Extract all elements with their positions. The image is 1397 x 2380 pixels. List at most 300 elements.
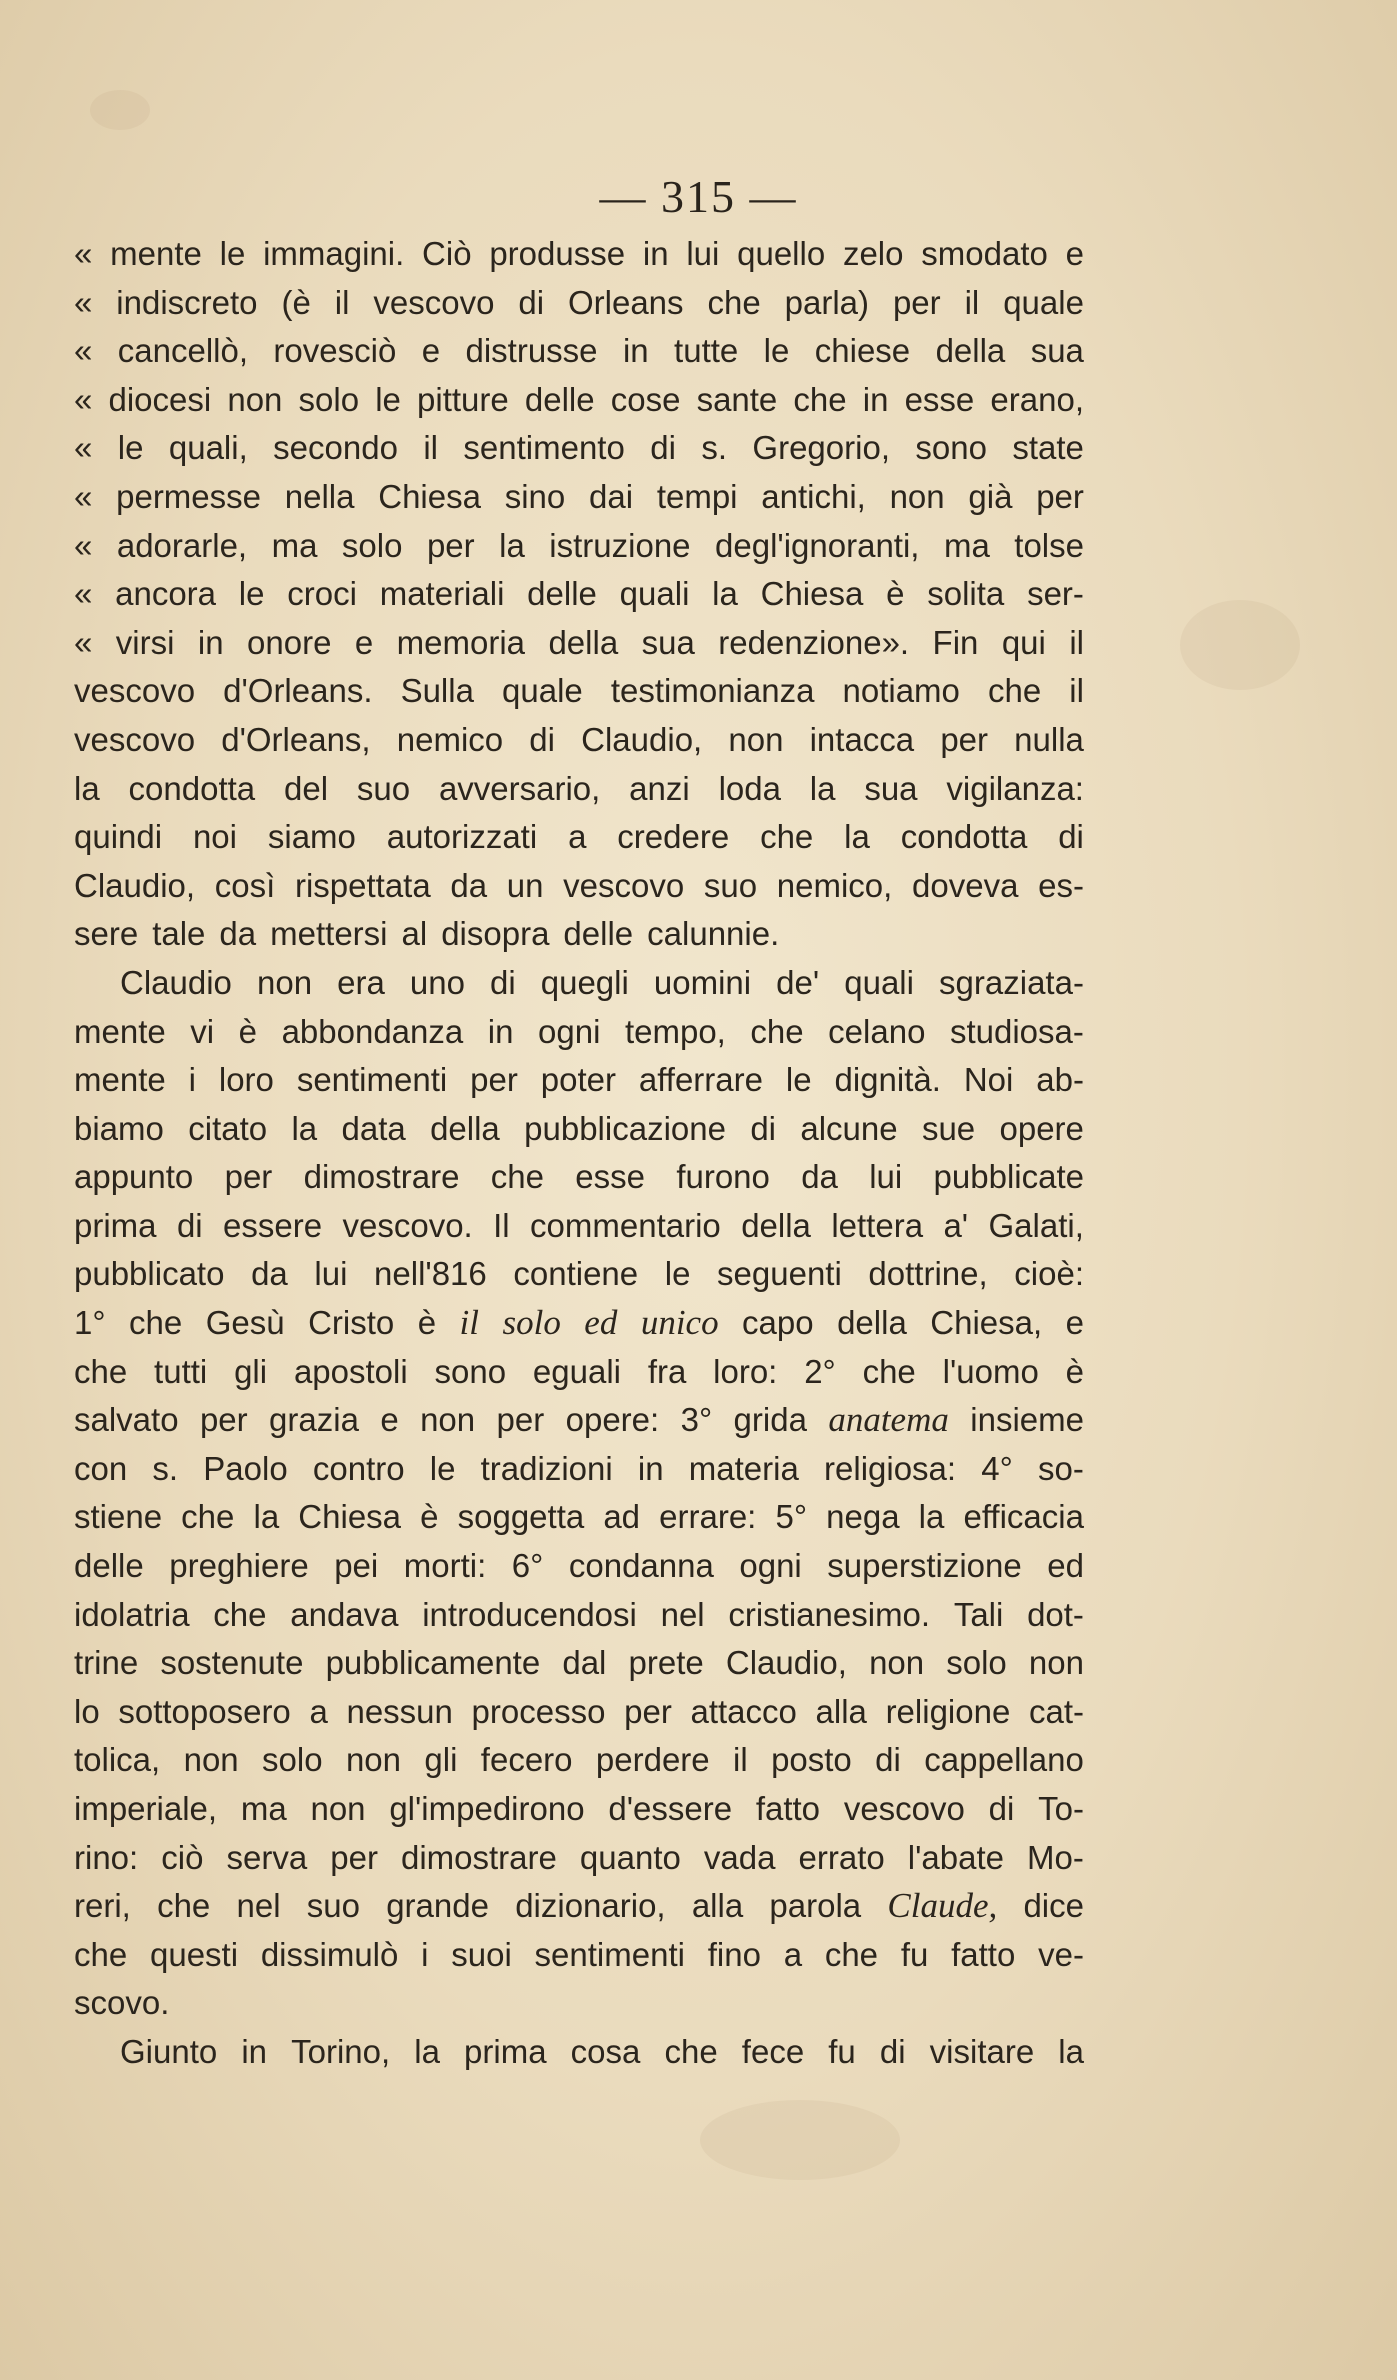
word: la [918, 1498, 945, 1536]
word: ogni [739, 1547, 802, 1585]
word: secondo [273, 429, 398, 467]
word: Claudio [120, 963, 232, 1001]
word: immagini. [263, 235, 405, 272]
word: virsi [115, 623, 175, 661]
paper-stain [1180, 600, 1300, 690]
text-line [74, 570, 1084, 619]
word: la [844, 818, 870, 856]
word: è [886, 575, 905, 613]
word: che [181, 1498, 235, 1536]
word: di [518, 283, 545, 321]
word: nel [236, 1887, 281, 1925]
text-line [74, 1591, 1084, 1640]
text-line [74, 1299, 1084, 1348]
word: posto [771, 1741, 852, 1779]
word: non [310, 1790, 366, 1827]
word: quali [844, 963, 914, 1001]
word: produsse [489, 235, 626, 272]
word: pubblicamente [325, 1644, 541, 1682]
word: celano [828, 1012, 926, 1050]
word: da [801, 1158, 838, 1196]
word: parla) [784, 283, 870, 321]
word: dimostrare [303, 1158, 460, 1196]
word: vescovo. [342, 1206, 473, 1244]
text-line [74, 327, 1084, 376]
word: mente [74, 1061, 166, 1099]
word: autorizzati [386, 818, 538, 856]
word: cose [610, 380, 681, 418]
word: il [1069, 623, 1084, 661]
word: in [197, 623, 224, 661]
word: quanto [579, 1838, 681, 1876]
word: tempo, [624, 1012, 726, 1050]
word: che [824, 1935, 879, 1973]
word: la [1058, 2032, 1084, 2070]
italic-word: unico [640, 1303, 719, 1343]
word: cosa [570, 2032, 641, 2070]
word: fu [900, 1935, 929, 1973]
word: la [291, 1109, 318, 1147]
text-line [74, 376, 1084, 425]
word: che [707, 283, 761, 321]
word: di [879, 2032, 906, 2070]
word: non [889, 477, 945, 515]
word: dizionario, [515, 1887, 666, 1925]
word: fino [707, 1935, 761, 1973]
word: lettera [831, 1206, 924, 1244]
text-line [74, 473, 1084, 522]
word: religiosa: [824, 1449, 957, 1487]
word: ma [943, 526, 990, 564]
text-line [74, 2028, 1084, 2077]
word: afferrare [638, 1061, 763, 1099]
word: pei [334, 1547, 379, 1585]
word: quello [737, 235, 826, 272]
word: perdere [595, 1741, 710, 1779]
text-line [74, 1931, 1084, 1980]
word: le [763, 332, 790, 370]
word: dissimulò [260, 1935, 399, 1973]
word: che [760, 818, 814, 856]
word: vigilanza: [946, 769, 1084, 807]
word: delle [524, 380, 595, 418]
word: reri, [74, 1887, 131, 1925]
word: eguali [532, 1352, 621, 1390]
word: tutte [674, 332, 739, 370]
word: e [421, 332, 441, 370]
word: e [1065, 1304, 1084, 1342]
word: fatto [951, 1935, 1016, 1973]
word: contro [312, 1449, 405, 1487]
word: loro [218, 1061, 274, 1099]
word: fecero [480, 1741, 573, 1779]
word: vescovo [74, 672, 196, 710]
word: in [241, 2032, 268, 2070]
word: è [417, 1304, 437, 1342]
word: nemico, [776, 866, 893, 904]
word: non [869, 1644, 925, 1682]
word: s. [152, 1449, 179, 1487]
word: salvato [74, 1401, 179, 1439]
word: introducendosi [422, 1595, 637, 1633]
word: non [420, 1401, 476, 1439]
word: pubblicato [74, 1255, 225, 1293]
word: opere [999, 1109, 1084, 1147]
word: condotta [128, 769, 256, 807]
word: a [568, 818, 587, 856]
word: materia [688, 1449, 799, 1487]
word: della [741, 1206, 811, 1244]
word: Cristo [308, 1304, 395, 1342]
italic-word: Claude, [887, 1886, 998, 1926]
word: per [940, 720, 989, 758]
word: nell'816 [374, 1255, 487, 1293]
word: l'abate [907, 1838, 1004, 1876]
word: dal [562, 1644, 607, 1682]
word: il [1069, 672, 1084, 710]
word: vi [190, 1012, 215, 1050]
word: Il [493, 1206, 510, 1244]
italic-word: solo [502, 1303, 561, 1343]
word: che [987, 672, 1042, 710]
word: superstizione [827, 1547, 1022, 1585]
word: 3° [680, 1401, 713, 1439]
word: prima [74, 1206, 157, 1244]
word: cioè: [1014, 1255, 1084, 1293]
word: Chiesa [298, 1498, 402, 1536]
word: ve- [1038, 1935, 1084, 1973]
text-line [74, 862, 1084, 911]
word: e [380, 1401, 399, 1439]
word: abbondanza [281, 1012, 464, 1050]
word: dot- [1027, 1595, 1084, 1633]
word: solo [341, 526, 403, 564]
word: che [74, 1352, 128, 1390]
word: sgraziata- [939, 963, 1084, 1001]
word: gl'impedirono [389, 1790, 585, 1827]
word: mente [74, 1012, 166, 1050]
word: dimostrare [400, 1838, 557, 1876]
word: di [875, 1741, 901, 1779]
word: anzi [629, 769, 690, 807]
text-line [74, 1493, 1084, 1542]
word: scovo. [74, 1984, 170, 2022]
word: lui [869, 1158, 903, 1196]
word: condanna [568, 1547, 714, 1585]
word: istruzione [549, 526, 691, 564]
word: i [421, 1935, 429, 1973]
word: che [793, 380, 847, 418]
text-line [74, 813, 1084, 862]
word: che [129, 1304, 183, 1342]
word: tempi [656, 477, 738, 515]
word: appunto [74, 1158, 194, 1196]
word: d'Orleans. [223, 672, 373, 710]
word: ma [240, 1790, 287, 1827]
word: redenzione». [718, 623, 910, 661]
paper-stain [90, 90, 150, 130]
word: dai [589, 477, 634, 515]
word: è [1065, 1352, 1084, 1390]
word: in [642, 235, 669, 272]
word: de' [776, 963, 820, 1001]
word: solo [298, 380, 360, 418]
word: sua [864, 769, 918, 807]
text-line [74, 1785, 1084, 1834]
word: per [426, 526, 475, 564]
word: è [238, 1012, 258, 1050]
word: tolica, [74, 1741, 161, 1779]
word: che [157, 1887, 211, 1925]
word: è [420, 1498, 439, 1536]
word: croci [287, 575, 357, 613]
word: « [74, 623, 93, 661]
word: suo [703, 866, 758, 904]
word: vescovo [843, 1790, 965, 1827]
text-line [74, 1979, 1084, 2028]
word: sua [1030, 332, 1084, 370]
word: andava [290, 1595, 399, 1633]
word: il [733, 1741, 748, 1779]
word: distrusse [465, 332, 598, 370]
word: Sulla [400, 672, 474, 710]
word: nulla [1014, 720, 1084, 758]
word: antichi, [761, 477, 866, 515]
word: seguenti [717, 1255, 842, 1293]
word: materiali [379, 575, 505, 613]
word: suo [356, 769, 411, 807]
word: grande [386, 1887, 489, 1925]
word: data [341, 1109, 406, 1147]
word: in [637, 1449, 664, 1487]
word: tolse [1014, 526, 1084, 564]
word: idolatria [74, 1595, 190, 1633]
text-line [74, 1056, 1084, 1105]
word: furono [676, 1158, 770, 1196]
word: prima [464, 2032, 547, 2070]
word: tutti [154, 1352, 208, 1390]
word: doveva [912, 866, 1019, 904]
word: Noi [963, 1061, 1014, 1099]
word: alcune [800, 1109, 898, 1147]
word: Chiesa, [930, 1304, 1043, 1342]
word: siamo [267, 818, 356, 856]
word: erano, [990, 380, 1084, 418]
word: di [1058, 818, 1084, 856]
word: la [414, 2032, 440, 2070]
word: poter [540, 1061, 616, 1099]
word: non [345, 1741, 402, 1779]
text-line [74, 1542, 1084, 1591]
word: delle [527, 575, 597, 613]
text-line [74, 1445, 1084, 1494]
word: pubblicazione [524, 1109, 726, 1147]
word: ed [1047, 1547, 1084, 1585]
word: quindi [74, 818, 163, 856]
word: quegli [540, 963, 629, 1001]
word: mente [110, 235, 202, 272]
word: Mo- [1027, 1838, 1084, 1876]
text-line [74, 1202, 1084, 1251]
word: Orleans [567, 283, 684, 321]
word: ser- [1027, 575, 1084, 613]
word: la [253, 1498, 280, 1536]
word: grida [733, 1401, 807, 1439]
word: 2° [804, 1352, 836, 1390]
word: della [935, 332, 1006, 370]
word: di [750, 1109, 776, 1147]
word: della [837, 1304, 907, 1342]
word: soggetta [457, 1498, 585, 1536]
word: quali [619, 575, 690, 613]
word: credere [617, 818, 730, 856]
word: uomini [653, 963, 752, 1001]
text-line [74, 424, 1084, 473]
word: Claudio, [74, 866, 196, 904]
word: fece [741, 2032, 805, 2070]
word: l'uomo [942, 1352, 1039, 1390]
word: permesse [116, 477, 261, 515]
word: esse [904, 380, 975, 418]
word: che [490, 1158, 544, 1196]
word: « [74, 332, 93, 370]
word: delle [563, 915, 634, 953]
word: non [1028, 1644, 1084, 1682]
word: nessun [346, 1692, 453, 1730]
word: notiamo [842, 672, 960, 710]
word: della [430, 1109, 500, 1147]
word: di [529, 720, 555, 758]
word: Fin [932, 623, 979, 661]
word: « [74, 575, 93, 613]
word: i [188, 1061, 196, 1099]
word: le [664, 1255, 691, 1293]
text-line [74, 522, 1084, 571]
word: a' [943, 1206, 969, 1244]
word: per [330, 1838, 378, 1876]
word: le [219, 235, 246, 272]
word: in [622, 332, 649, 370]
word: il [423, 429, 438, 467]
word: sere [74, 915, 139, 953]
word: che [862, 1352, 916, 1390]
word: che [213, 1595, 267, 1633]
word: religione [885, 1692, 1011, 1730]
word: grazia [269, 1401, 359, 1439]
word: Claudio, [725, 1644, 847, 1682]
text-line [74, 619, 1084, 668]
body-text [74, 230, 1084, 2077]
word: Chiesa [378, 477, 481, 515]
word: biamo [74, 1109, 164, 1147]
word: il [964, 283, 980, 321]
word: intacca [809, 720, 915, 758]
word: uno [409, 963, 465, 1001]
word: solo [262, 1741, 323, 1779]
word: so- [1038, 1449, 1084, 1487]
text-line [74, 1105, 1084, 1154]
word: per [470, 1061, 518, 1099]
word: zelo [842, 235, 904, 272]
word: To- [1038, 1790, 1084, 1827]
word: dottrine, [868, 1255, 988, 1293]
word: cristianesimo. [728, 1595, 931, 1633]
word: da [219, 915, 257, 953]
word: a [309, 1692, 328, 1730]
word: questi [149, 1935, 239, 1973]
word: la [809, 769, 836, 807]
word: adorarle, [116, 526, 248, 564]
word: essere [223, 1206, 323, 1244]
word: dice [1023, 1887, 1084, 1925]
word: nemico [396, 720, 504, 758]
word: suo [306, 1887, 360, 1925]
word: Galati, [988, 1206, 1084, 1244]
word: smodato [921, 235, 1048, 272]
word: loro: [713, 1352, 778, 1390]
word: 6° [511, 1547, 544, 1585]
word: ad [603, 1498, 641, 1536]
word: fatto [755, 1790, 821, 1827]
word: morti: [403, 1547, 487, 1585]
word: della [548, 623, 619, 661]
word: vescovo [373, 283, 495, 321]
word: ciò [161, 1838, 204, 1876]
word: tale [152, 915, 206, 953]
word: sentimento [463, 429, 625, 467]
text-line [74, 765, 1084, 814]
word: capo [742, 1304, 814, 1342]
word: condotta [900, 818, 1028, 856]
text-line [74, 230, 1084, 279]
word: disopra [441, 915, 550, 953]
word: pubblicate [933, 1158, 1084, 1196]
word: solita [927, 575, 1005, 613]
word: suoi [451, 1935, 512, 1973]
word: testimonianza [610, 672, 815, 710]
word: per [624, 1692, 672, 1730]
word: da [450, 866, 488, 904]
word: (è [281, 283, 311, 321]
word: le [429, 1449, 456, 1487]
text-line [74, 1639, 1084, 1688]
text-line [74, 1153, 1084, 1202]
word: tradizioni [480, 1449, 613, 1487]
word: vescovo [74, 720, 196, 758]
word: la [499, 526, 525, 564]
word: onore [247, 623, 332, 661]
word: il [334, 283, 350, 321]
word: errato [798, 1838, 885, 1876]
text-line [74, 1396, 1084, 1445]
text-line [74, 279, 1084, 328]
word: esse [575, 1158, 646, 1196]
word: errare: [659, 1498, 757, 1536]
word: a [783, 1935, 803, 1973]
word: che [664, 2032, 718, 2070]
word: sua [641, 623, 695, 661]
word: che [74, 1935, 128, 1973]
word: contiene [513, 1255, 639, 1293]
text-line [74, 1688, 1084, 1737]
page-number: — 315 — [599, 171, 798, 222]
word: lui [314, 1255, 348, 1293]
word: quale [502, 672, 583, 710]
word: lui [686, 235, 720, 272]
word: 4° [981, 1449, 1013, 1487]
word: avversario, [438, 769, 601, 807]
word: Tali [953, 1595, 1004, 1633]
